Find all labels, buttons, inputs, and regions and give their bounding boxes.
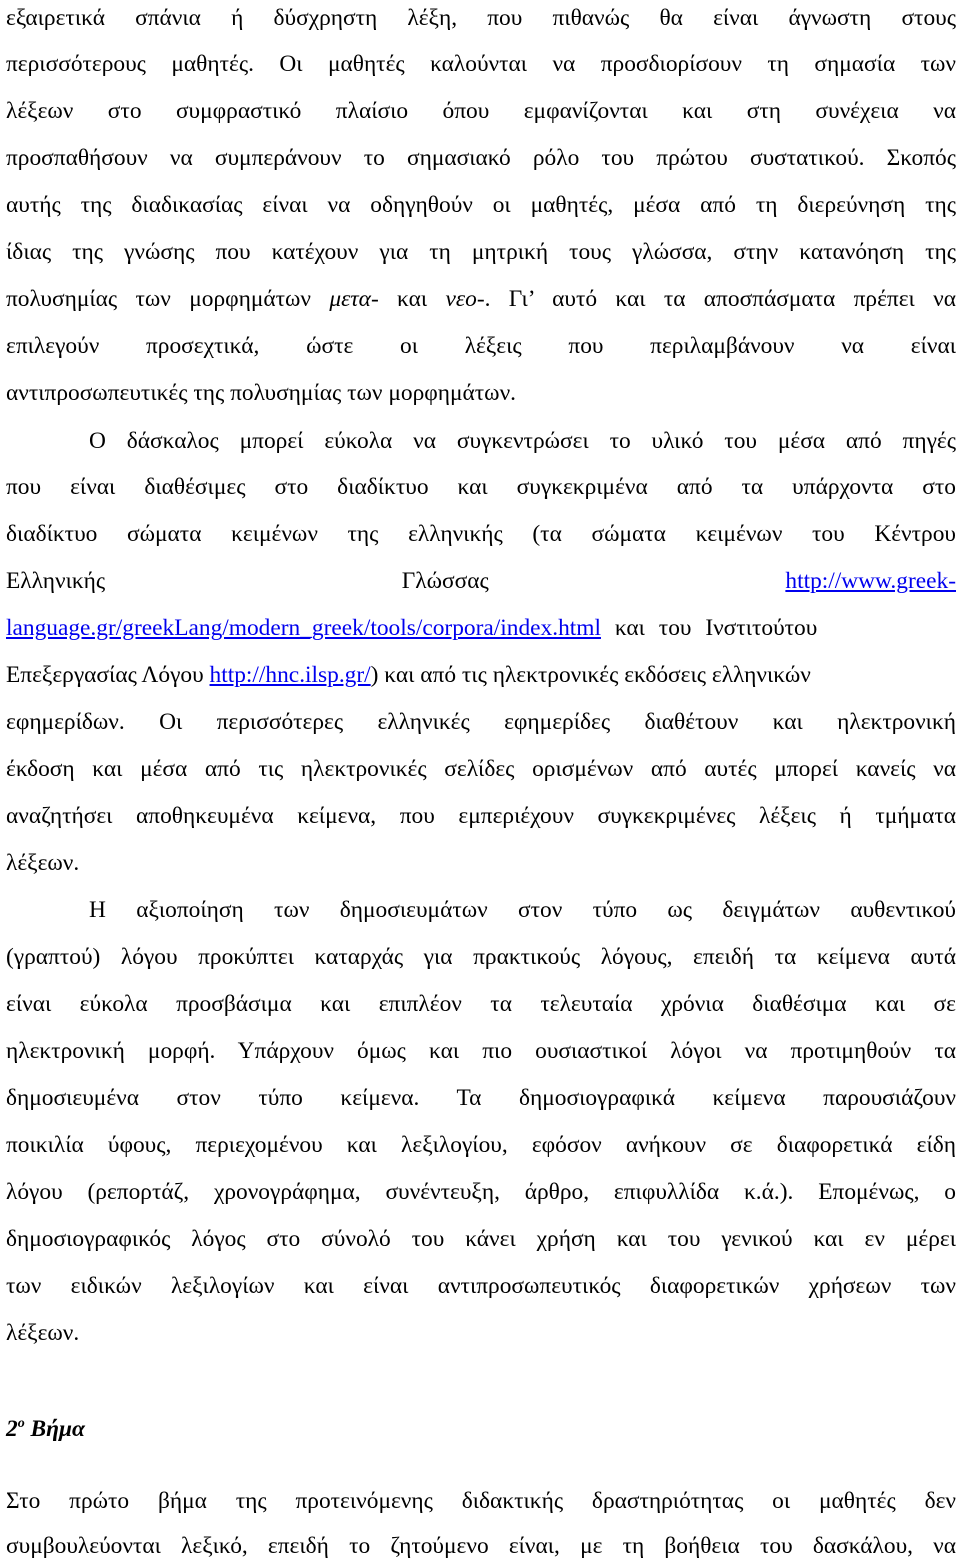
text-line: αυτής της διαδικασίας είναι να οδηγηθούν οι μαθητές, μέσα από τη διερεύνηση της	[6, 192, 956, 218]
text-line: Ο δάσκαλος μπορεί εύκολα να συγκεντρώσει το υλικό του μέσα από πηγές	[89, 428, 956, 454]
text-line: έκδοση και μέσα από τις ηλεκτρονικές σελίδες ορισμένων από αυτές μπορεί κανείς να	[6, 756, 956, 782]
heading-label: Βήμα	[24, 1416, 85, 1442]
text-line: λέξεων.	[6, 1320, 80, 1346]
text-line: προσπαθήσουν να συμπεράνουν το σημασιακό ρόλο του πρώτου συστατικού. Σκοπός	[6, 145, 956, 171]
text-run: ) και από τις ηλεκτρονικές εκδόσεις ελληνικών	[370, 662, 811, 688]
text-line: διαδίκτυο σώματα κειμένων της ελληνικής (τα σώματα κειμένων του Κέντρου	[6, 521, 956, 547]
text-line: λέξεων στο συμφραστικό πλαίσιο όπου εμφανίζονται και στη συνέχεια να	[6, 98, 956, 124]
text-line: Η αξιοποίηση των δημοσιευμάτων στον τύπο ως δειγμάτων αυθεντικού	[89, 897, 956, 923]
text-line: συμβουλεύονται λεξικό, επειδή το ζητούμενο είναι, με τη βοήθεια του δασκάλου, να	[6, 1533, 956, 1559]
section-heading	[6, 1413, 956, 1445]
text-run: Γλώσσας	[401, 568, 489, 594]
text-line: περισσότερους μαθητές. Οι μαθητές καλούνται να προσδιορίσουν τη σημασία των	[6, 51, 956, 77]
text-run: και του Ινστιτούτου	[600, 615, 818, 641]
morpheme-neo: νεο	[445, 286, 477, 312]
text-line: είναι εύκολα προσβάσιμα και επιπλέον τα τελευταία χρόνια διαθέσιμα και σε	[6, 991, 956, 1017]
greek-language-link[interactable]: http://www.greek-	[785, 568, 956, 594]
heading-number: 2	[6, 1416, 18, 1442]
text-run: Επεξεργασίας Λόγου	[6, 662, 210, 688]
text-line: (γραπτού) λόγου προκύπτει καταρχάς για πρακτικούς λόγους, επειδή τα κείμενα αυτά	[6, 944, 956, 970]
text-line: εφημερίδων. Οι περισσότερες ελληνικές εφημερίδες διαθέτουν και ηλεκτρονική	[6, 709, 956, 735]
text-line: επιλεγούν προσεχτικά, ώστε οι λέξεις που περιλαμβάνουν να είναι	[6, 333, 956, 359]
text-line: αντιπροσωπευτικές της πολυσημίας των μορφημάτων.	[6, 380, 516, 406]
text-line: ποικιλία ύφους, περιεχομένου και λεξιλογίου, εφόσον ανήκουν σε διαφορετικά είδη	[6, 1132, 956, 1158]
text-run: - και	[370, 286, 446, 312]
text-line	[6, 612, 956, 644]
text-run: Ελληνικής	[6, 568, 106, 594]
text-line: Στο πρώτο βήμα της προτεινόμενης διδακτικής δραστηριότητας οι μαθητές δεν	[6, 1488, 956, 1514]
heading-superscript: ο	[17, 1416, 25, 1431]
text-line: αναζητήσει αποθηκευμένα κείμενα, που εμπεριέχουν συγκεκριμένες λέξεις ή τμήματα	[6, 803, 956, 829]
morpheme-meta: μετα	[329, 286, 371, 312]
text-line: ηλεκτρονική μορφή. Υπάρχουν όμως και πιο ουσιαστικοί λόγοι να προτιμηθούν τα	[6, 1038, 956, 1064]
text-line: που είναι διαθέσιμες στο διαδίκτυο και συγκεκριμένα από τα υπάρχοντα στο	[6, 474, 956, 500]
ilsp-link[interactable]: http://hnc.ilsp.gr/	[209, 662, 371, 688]
text-line	[6, 565, 956, 597]
greek-language-link-cont[interactable]: language.gr/greekLang/modern_greek/tools/corpora/index.html	[6, 615, 601, 641]
text-line: δημοσιευμένα στον τύπο κείμενα. Τα δημοσιογραφικά κείμενα παρουσιάζουν	[6, 1085, 956, 1111]
text-line	[6, 659, 956, 691]
text-line: των ειδικών λεξιλογίων και είναι αντιπροσωπευτικός διαφορετικών χρήσεων των	[6, 1273, 956, 1299]
text-line: εξαιρετικά σπάνια ή δύσχρηστη λέξη, που πιθανώς θα είναι άγνωστη στους	[6, 5, 956, 31]
text-line: λέξεων.	[6, 850, 80, 876]
text-line: ίδιας της γνώσης που κατέχουν για τη μητρική τους γλώσσα, στην κατανόηση της	[6, 239, 956, 265]
text-line: λόγου (ρεπορτάζ, χρονογράφημα, συνέντευξη, άρθρο, επιφυλλίδα κ.ά.). Επομένως, ο	[6, 1179, 956, 1205]
text-line: δημοσιογραφικός λόγος στο σύνολό του κάνει χρήση και του γενικού και εν μέρει	[6, 1226, 956, 1252]
text-run: πολυσημίας των μορφημάτων	[6, 286, 330, 312]
text-line	[6, 283, 956, 315]
text-run: -. Γι’ αυτό και τα αποσπάσματα πρέπει να	[476, 286, 956, 312]
